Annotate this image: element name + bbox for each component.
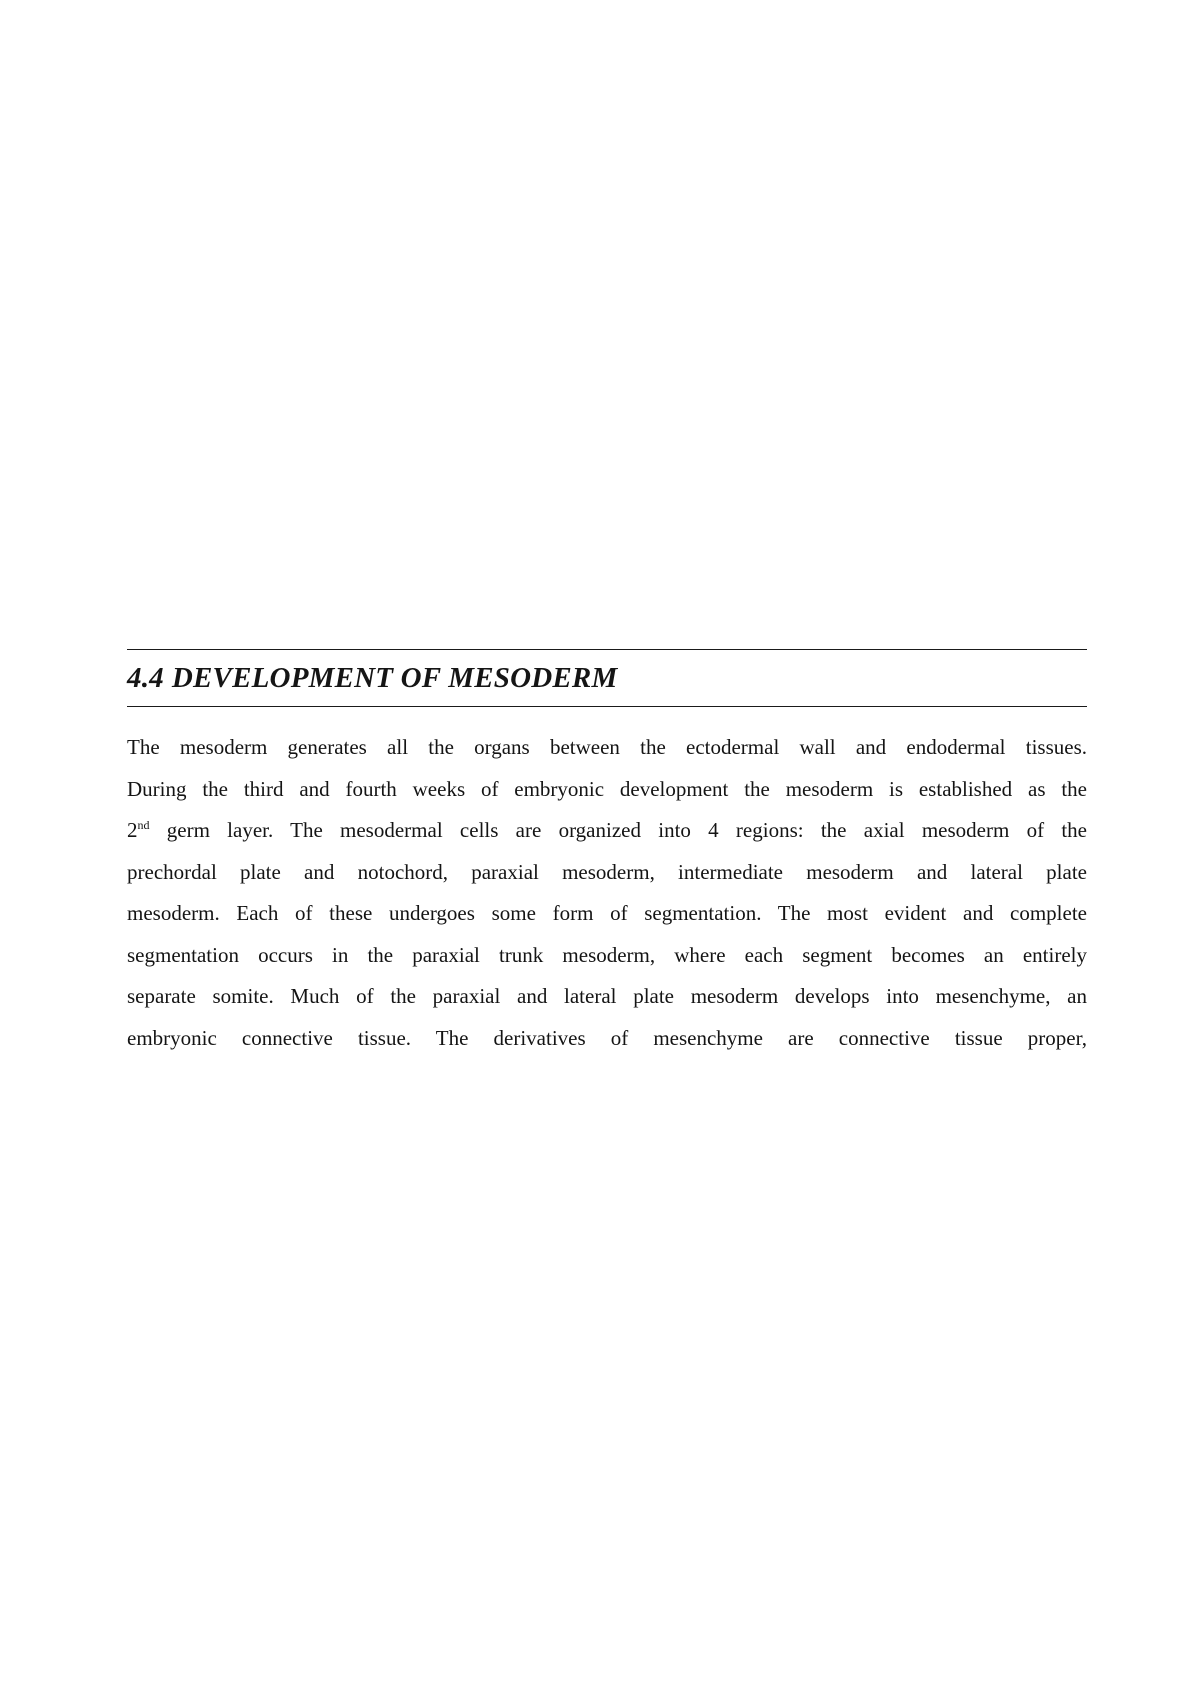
ordinal-suffix: nd — [137, 818, 150, 832]
paragraph-line: During the third and fourth weeks of embryonic development the mesoderm is established as the — [127, 776, 1087, 801]
section-heading — [127, 660, 1087, 696]
paragraph-line: segmentation occurs in the paraxial trunk mesoderm, where each segment becomes an entirely — [127, 942, 1087, 967]
section-title: DEVELOPMENT OF MESODERM — [171, 662, 618, 694]
ordinal-number: 2 — [127, 818, 138, 842]
paragraph-line: embryonic connective tissue. The derivatives of mesenchyme are connective tissue proper, — [127, 1025, 1087, 1050]
heading-bottom-rule — [127, 706, 1087, 707]
body-paragraph — [127, 727, 1087, 1059]
paragraph-line — [127, 810, 1087, 852]
heading-top-rule — [127, 649, 1087, 650]
paragraph-line: The mesoderm generates all the organs between the ectodermal wall and endodermal tissues. — [127, 735, 1087, 759]
paragraph-line-rest: germ layer. The mesodermal cells are organized into 4 regions: the axial mesoderm of the — [166, 818, 1087, 842]
paragraph-line: separate somite. Much of the paraxial and lateral plate mesoderm develops into mesenchyme, an — [127, 984, 1087, 1008]
section-block — [127, 649, 1087, 1059]
section-number: 4.4 — [127, 662, 164, 694]
paragraph-line: prechordal plate and notochord, paraxial mesoderm, intermediate mesoderm and lateral plate — [127, 859, 1087, 884]
paragraph-line: mesoderm. Each of these undergoes some form of segmentation. The most evident and complete — [127, 901, 1087, 925]
